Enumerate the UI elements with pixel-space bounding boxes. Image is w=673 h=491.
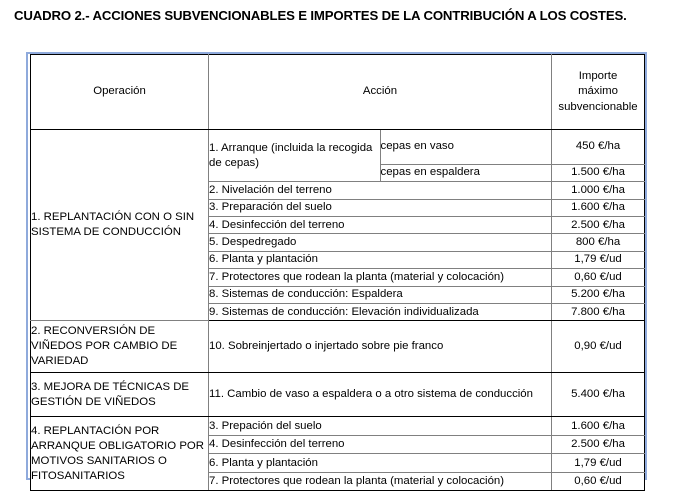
table-row xyxy=(31,373,645,417)
amount-cell: 1.000 €/ha xyxy=(552,182,645,199)
column-header-amount-line1: Importe xyxy=(578,70,618,83)
action-cell: 8. Sistemas de conducción: Espaldera xyxy=(209,286,552,303)
action-cell: 2. Nivelación del terreno xyxy=(209,182,552,199)
amount-cell: 1,79 €/ud xyxy=(552,454,645,473)
amount-cell: 1,79 €/ud xyxy=(552,251,645,268)
action-cell: 9. Sistemas de conducción: Elevación individualizada xyxy=(209,303,552,320)
action-subcell: cepas en vaso xyxy=(380,130,552,165)
action-cell: 11. Cambio de vaso a espaldera o a otro sistema de conducción xyxy=(209,373,552,417)
page-title: CUADRO 2.- ACCIONES SUBVENCIONABLES E IMPORTES DE LA CONTRIBUCIÓN A LOS COSTES. xyxy=(14,8,627,23)
action-cell: 1. Arranque (incluida la recogida de cepas) xyxy=(209,130,381,182)
action-subcell: cepas en espaldera xyxy=(380,164,552,181)
action-cell: 5. Despedregado xyxy=(209,234,552,251)
subsidy-table xyxy=(30,54,645,491)
amount-cell: 0,60 €/ud xyxy=(552,472,645,491)
table-row xyxy=(31,321,645,373)
amount-cell: 1.600 €/ha xyxy=(552,199,645,216)
operation-cell: 4. REPLANTACIÓN POR ARRANQUE OBLIGATORIO POR MOTIVOS SANITARIOS O FITOSANITARIOS xyxy=(31,417,209,491)
table-row xyxy=(31,417,645,436)
operation-cell: 1. REPLANTACIÓN CON O SIN SISTEMA DE CONDUCCIÓN xyxy=(31,130,209,321)
action-cell: 4. Desinfección del terreno xyxy=(209,216,552,233)
action-cell: 4. Desinfección del terreno xyxy=(209,435,552,454)
amount-cell: 5.400 €/ha xyxy=(552,373,645,417)
amount-cell: 0,90 €/ud xyxy=(552,321,645,373)
action-cell: 10. Sobreinjertado o injertado sobre pie franco xyxy=(209,321,552,373)
amount-cell: 800 €/ha xyxy=(552,234,645,251)
table-row xyxy=(31,130,645,165)
operation-cell: 3. MEJORA DE TÉCNICAS DE GESTIÓN DE VIÑEDOS xyxy=(31,373,209,417)
action-cell: 3. Preparación del suelo xyxy=(209,199,552,216)
amount-cell: 1.500 €/ha xyxy=(552,164,645,181)
action-cell: 3. Prepación del suelo xyxy=(209,417,552,436)
amount-cell: 450 €/ha xyxy=(552,130,645,165)
column-header-operation: Operación xyxy=(31,55,209,130)
amount-cell: 7.800 €/ha xyxy=(552,303,645,320)
action-cell: 7. Protectores que rodean la planta (material y colocación) xyxy=(209,269,552,286)
operation-cell: 2. RECONVERSIÓN DE VIÑEDOS POR CAMBIO DE VARIEDAD xyxy=(31,321,209,373)
column-header-amount xyxy=(552,55,645,130)
column-header-amount-line2: máximo xyxy=(578,85,618,98)
column-header-action: Acción xyxy=(209,55,552,130)
column-header-amount-line3: subvencionable xyxy=(558,100,638,113)
table-header xyxy=(31,55,645,130)
action-cell: 6. Planta y plantación xyxy=(209,251,552,268)
amount-cell: 2.500 €/ha xyxy=(552,216,645,233)
action-cell: 7. Protectores que rodean la planta (material y colocación) xyxy=(209,472,552,491)
action-cell: 6. Planta y plantación xyxy=(209,454,552,473)
header-row xyxy=(31,55,645,130)
amount-cell: 0,60 €/ud xyxy=(552,269,645,286)
amount-cell: 5.200 €/ha xyxy=(552,286,645,303)
amount-cell: 1.600 €/ha xyxy=(552,417,645,436)
table-body xyxy=(31,130,645,491)
amount-cell: 2.500 €/ha xyxy=(552,435,645,454)
